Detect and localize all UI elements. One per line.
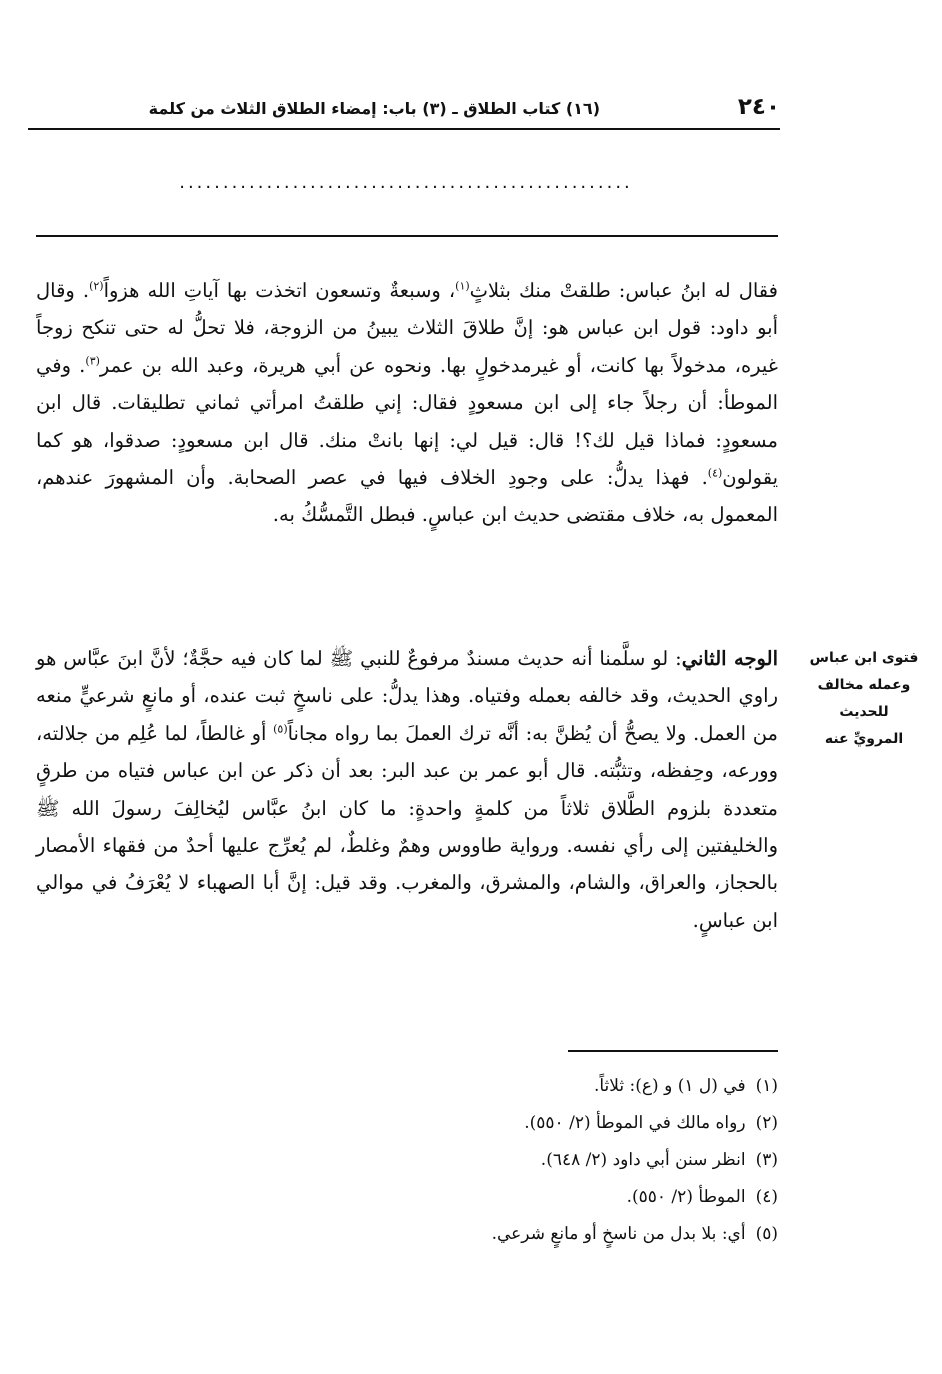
footnote-mark: (٢): [755, 1113, 778, 1133]
footnote-text: أي: بلا بدل من ناسخٍ أو مانعٍ شرعي.: [491, 1224, 746, 1244]
margin-note-line: المرويِّ عنه: [824, 731, 904, 747]
commentary-paragraph-1: [36, 272, 778, 534]
chapter-title: (١٦) كتاب الطلاق ـ (٣) باب: إمضاء الطلاق الثلاث من كلمة: [148, 99, 600, 118]
footnote-1: [300, 1068, 778, 1105]
omitted-text-ellipsis: ....................................................: [179, 172, 633, 193]
running-header: [28, 92, 780, 126]
para2-segment: أو غالطاً، لما عُلِم من جلالته، وورعه، وحِفظه، وتثبُّته. قال أبو عمر بن عبد البر: بعد أن ذكر عن ابن عباس فتياه من طرقٍ متعددة بلزوم الطَّلاق ثلاثاً من كلمةٍ واحدةٍ: ما كان ابنُ عبَّاس ليُخالِفَ رسولَ الله ﷺ والخليفتين إلى رأي نفسه. ورواية طاووس وهمٌ وغلطٌ، لم يُعرِّج عليها أحدٌ من فقهاء الأمصار بالحجاز، والعراق، والشام، والمشرق، والمغرب. وقد قيل: إنَّ أبا الصهباء لا يُعْرَفُ في موالي ابن عباسٍ.: [36, 721, 778, 932]
footnote-mark: (٤): [755, 1187, 778, 1207]
para1-segment: . فهذا يدلُّ: على وجودِ الخلاف فيها في عصر الصحابة. وأن المشهورَ عندهم، المعمول به، خلاف مقتضى حديث ابن عباسٍ. فبطل التَّمسُّكُ به.: [36, 466, 778, 527]
para1-segment: فقال له ابنُ عباس: طلقتْ منك بثلاثٍ: [469, 279, 778, 302]
para2-segment: : لو سلَّمنا أنه حديث مسندٌ مرفوعٌ للنبي ﷺ لما كان فيه حجَّةٌ؛ لأنَّ ابنَ عبَّاس هو راوي الحديث، وقد خالفه بعمله وفتياه. وهذا يدلُّ: على ناسخٍ ثبت عنده، أو مانعٍ شرعيٍّ منعه من العمل. ولا يصحُّ أن يُظنَّ به: أنَّه ترك العملَ بما رواه مجاناً: [36, 647, 778, 745]
footnote-5: [300, 1216, 778, 1253]
footnote-text: الموطأ (٢/ ٥٥٠).: [626, 1187, 746, 1207]
footnote-mark: (٥): [755, 1224, 778, 1244]
footnote-ref-3[interactable]: (٣): [85, 354, 100, 368]
footnote-ref-1[interactable]: (١): [455, 279, 470, 293]
margin-note-line: وعمله مخالف: [817, 677, 911, 693]
margin-note-line: فتوى ابن عباس: [809, 650, 919, 666]
footnotes: [300, 1068, 778, 1253]
header-rule: [28, 128, 780, 130]
footnote-ref-4[interactable]: (٤): [707, 466, 723, 480]
footnote-separator: [568, 1050, 778, 1052]
footnote-text: رواه مالك في الموطأ (٢/ ٥٥٠).: [524, 1113, 746, 1133]
footnote-text: في (ل ١) و (ع): ثلاثاً.: [593, 1076, 746, 1096]
section-lead-phrase: الوجه الثاني: [681, 647, 778, 670]
footnote-text: انظر سنن أبي داود (٢/ ٦٤٨).: [540, 1150, 746, 1170]
footnote-ref-2[interactable]: (٢): [89, 279, 104, 293]
margin-note: [798, 645, 930, 753]
footnote-mark: (٣): [755, 1150, 778, 1170]
para1-segment: . وقال أبو داود: قول ابن عباس هو: إنَّ طلاقَ الثلاث يبينُ من الزوجة، فلا تحلُّ له حتى تنكح زوجاً غيره، مدخولاً بها كانت، أو غيرمدخولٍ بها. ونحوه عن أبي هريرة، وعبد الله بن عمر: [36, 279, 778, 377]
footnote-ref-5[interactable]: (٥): [273, 722, 288, 736]
footnote-4: [300, 1179, 778, 1216]
para1-segment: ، وسبعةٌ وتسعون اتخذت بها آياتِ الله هزواً: [103, 279, 456, 302]
footnote-mark: (١): [755, 1076, 778, 1096]
footnote-3: [300, 1142, 778, 1179]
margin-note-line: للحديث: [839, 704, 889, 720]
page-number: ٢٤٠: [737, 94, 780, 120]
commentary-paragraph-2: [36, 640, 778, 939]
hadith-divider: [36, 235, 778, 237]
para1-segment: . وفي الموطأ: أن رجلاً جاء إلى ابن مسعودٍ فقال: إني طلقتُ امرأتي ثماني تطليقات. قال ابن مسعودٍ: فماذا قيل لك؟! قال: قيل لي: إنها بانتْ منك. قال ابن مسعودٍ: صدقوا، هو كما يقولون: [36, 353, 778, 490]
footnote-2: [300, 1105, 778, 1142]
